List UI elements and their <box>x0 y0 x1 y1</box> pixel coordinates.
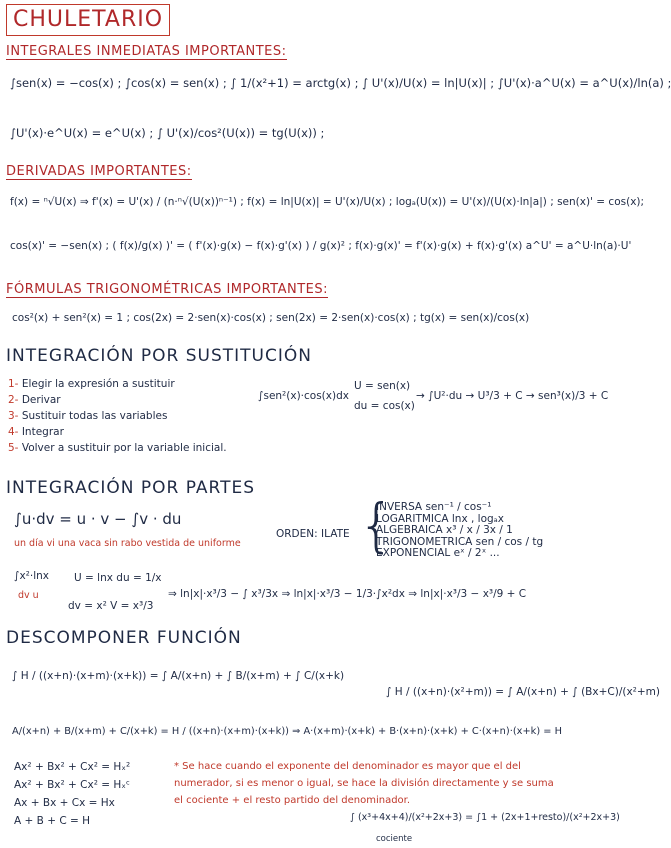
system-row-4: A + B + C = H <box>14 815 91 827</box>
integrales-line-2: ∫U'(x)·e^U(x) = e^U(x) ; ∫ U'(x)/cos²(U(x)) = tg(U(x)) ; <box>10 126 325 140</box>
orden-item-algebraica: ALGEBRAICA x³ / x / 3x / 1 <box>376 524 513 536</box>
integrales-heading: INTEGRALES INMEDIATAS IMPORTANTES: <box>6 44 287 59</box>
descomponer-note-example: ∫ (x³+4x+4)/(x²+2x+3) = ∫1 + (2x+1+resto)/(x²+2x+3) <box>350 812 620 823</box>
step-3-num: 3- <box>8 410 19 422</box>
trig-line-1: cos²(x) + sen²(x) = 1 ; cos(2x) = 2·sen(x)·cos(x) ; sen(2x) = 2·sen(x)·cos(x) ; tg(x) = sen(x)/cos(x) <box>12 312 530 324</box>
partes-example-labels: dv u <box>18 590 39 601</box>
orden-item-exponencial: EXPONENCIAL eˣ / 2ˣ ... <box>376 547 500 559</box>
partes-example-v: dv = x² V = x³/3 <box>68 600 154 612</box>
descomponer-eq-3: A/(x+n) + B/(x+m) + C/(x+k) = H / ((x+n)·(x+m)·(x+k)) ⇒ A·(x+m)·(x+k) + B·(x+n)·(x+k) + C·(x+n)·(x+k) = H <box>12 726 562 737</box>
derivadas-line-2: cos(x)' = −sen(x) ; ( f(x)/g(x) )' = ( f'(x)·g(x) − f(x)·g'(x) ) / g(x)² ; f(x)·g(x)' = f'(x)·g(x) + f(x)·g'(x) a^U' = a^U·ln(a)·U' <box>10 240 632 252</box>
orden-item-inversa: INVERSA sen⁻¹ / cos⁻¹ <box>376 501 492 513</box>
sustitucion-steps <box>8 376 227 456</box>
orden-label: ORDEN: ILATE <box>276 528 350 540</box>
system-row-2: Ax² + Bx² + Cx² = Hₓᶜ <box>14 779 130 791</box>
step-2 <box>8 392 227 408</box>
system-row-1: Ax² + Bx² + Cx² = Hₓ² <box>14 761 131 773</box>
sustitucion-example-integral: ∫sen²(x)·cos(x)dx <box>258 390 349 402</box>
partes-mnemonic: un día vi una vaca sin rabo vestida de uniforme <box>14 538 241 549</box>
step-4 <box>8 424 227 440</box>
descomponer-eq-2: ∫ H / ((x+n)·(x²+m)) = ∫ A/(x+n) + ∫ (Bx+C)/(x²+m) <box>386 686 661 698</box>
orden-item-logaritmica: LOGARITMICA lnx , logₐx <box>376 512 505 525</box>
step-5 <box>8 440 227 456</box>
step-3-text: Sustituir todas las variables <box>21 410 168 422</box>
system-row-3: Ax + Bx + Cx = Hx <box>14 797 115 809</box>
descomponer-note-label: cociente <box>376 834 413 844</box>
partes-example-u: U = lnx du = 1/x <box>74 572 162 584</box>
step-2-text: Derivar <box>21 394 61 406</box>
step-1 <box>8 376 227 392</box>
step-4-num: 4- <box>8 426 19 438</box>
partes-example-integral: ∫x²·lnx <box>14 570 50 582</box>
partes-formula: ∫u·dv = u · v − ∫v · du <box>14 510 182 528</box>
sustitucion-example-du: du = cos(x) <box>354 400 415 412</box>
step-4-text: Integrar <box>21 426 64 438</box>
descomponer-eq-1: ∫ H / ((x+n)·(x+m)·(x+k)) = ∫ A/(x+n) + ∫ B/(x+m) + ∫ C/(x+k) <box>12 670 345 682</box>
orden-brace: { <box>358 491 395 559</box>
derivadas-line-1: f(x) = ⁿ√U(x) ⇒ f'(x) = U'(x) / (n·ⁿ√(U(x))ⁿ⁻¹) ; f(x) = ln|U(x)| = U'(x)/U(x) ; logₐ(U(x)) = U'(x)/(U(x)·ln|a|) ; sen(x)' = cos(x); <box>10 196 645 208</box>
derivadas-heading: DERIVADAS IMPORTANTES: <box>6 164 192 179</box>
step-1-num: 1- <box>8 378 19 390</box>
sustitucion-example-u: U = sen(x) <box>354 380 411 392</box>
step-5-num: 5- <box>8 442 19 454</box>
partes-example-result: ⇒ ln|x|·x³/3 − ∫ x³/3x ⇒ ln|x|·x³/3 − 1/3·∫x²dx ⇒ ln|x|·x³/3 − x³/9 + C <box>168 588 527 600</box>
descomponer-heading: DESCOMPONER FUNCIÓN <box>6 628 242 648</box>
orden-list <box>376 502 543 560</box>
page-title: CHULETARIO <box>6 4 170 36</box>
trig-heading: FÓRMULAS TRIGONOMÉTRICAS IMPORTANTES: <box>6 282 329 297</box>
descomponer-system <box>14 758 130 830</box>
orden-item-trigonometrica: TRIGONOMETRICA sen / cos / tg <box>376 535 544 548</box>
step-1-text: Elegir la expresión a sustituir <box>21 378 175 390</box>
step-3 <box>8 408 227 424</box>
sustitucion-heading: INTEGRACIÓN POR SUSTITUCIÓN <box>6 346 312 366</box>
sustitucion-example-result: → ∫U²·du → U³/3 + C → sen³(x)/3 + C <box>416 390 609 402</box>
step-5-text: Volver a sustituir por la variable inicial. <box>21 442 227 454</box>
integrales-line-1: ∫sen(x) = −cos(x) ; ∫cos(x) = sen(x) ; ∫ 1/(x²+1) = arctg(x) ; ∫ U'(x)/U(x) = ln|U(x)| ; ∫U'(x)·a^U(x) = a^U(x)/ln(a) ; <box>10 76 671 90</box>
descomponer-note: * Se hace cuando el exponente del denominador es mayor que el del numerador, si es menor o igual, se hace la división directamente y se suma el cociente + el resto partido del denominador. <box>174 761 554 806</box>
partes-heading: INTEGRACIÓN POR PARTES <box>6 478 256 498</box>
step-2-num: 2- <box>8 394 19 406</box>
